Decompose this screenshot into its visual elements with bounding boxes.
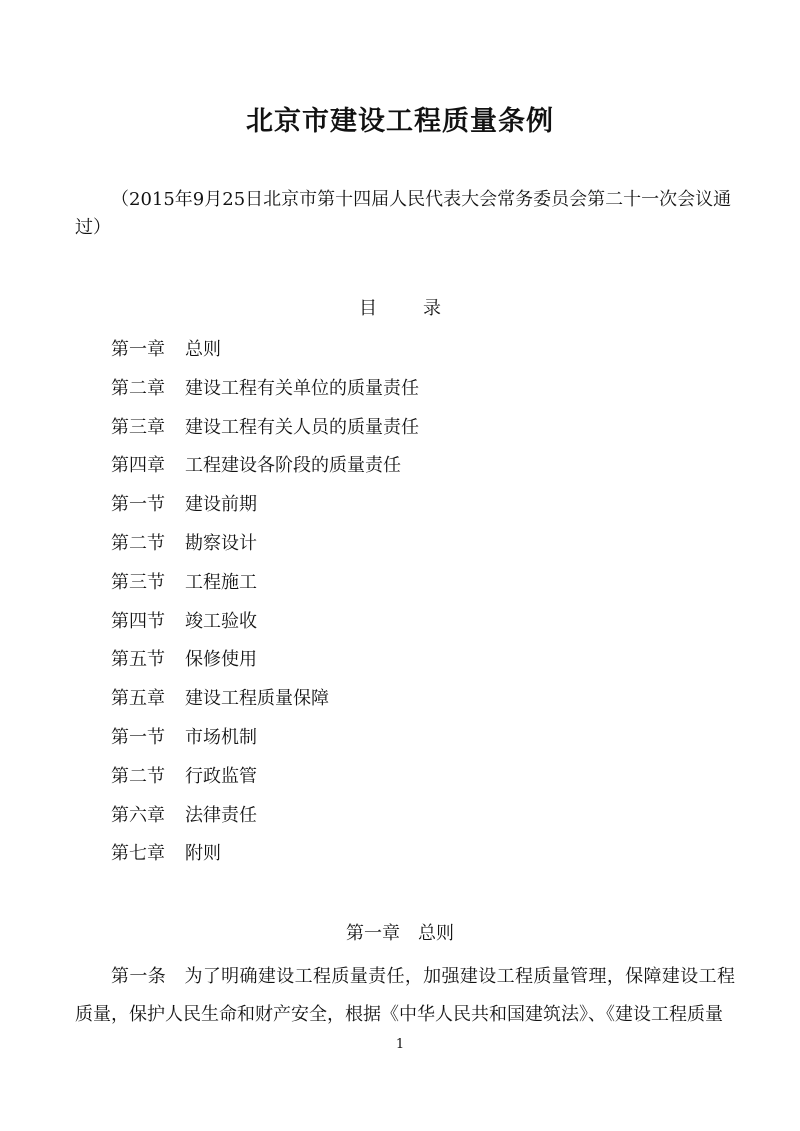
toc-item-label: 建设前期 bbox=[185, 494, 257, 516]
preamble: （2015年9月25日北京市第十四届人民代表大会常务委员会第二十一次会议通过） bbox=[75, 189, 732, 238]
toc-item-number: 第一节 bbox=[111, 726, 165, 748]
toc-item-section-4-2 bbox=[111, 530, 419, 569]
toc-item-section-4-5 bbox=[111, 646, 419, 685]
toc-item-number: 第五节 bbox=[111, 649, 165, 671]
toc-item-label: 工程建设各阶段的质量责任 bbox=[185, 455, 401, 477]
toc-heading bbox=[0, 295, 800, 323]
chapter-title: 总则 bbox=[418, 923, 454, 944]
toc-item-chapter-6 bbox=[111, 802, 419, 841]
toc-item-number: 第五章 bbox=[111, 688, 165, 710]
toc-item-chapter-5 bbox=[111, 685, 419, 724]
toc-item-number: 第七章 bbox=[111, 843, 165, 865]
toc-item-label: 建设工程有关人员的质量责任 bbox=[185, 416, 419, 438]
chapter-number: 第一章 bbox=[346, 923, 400, 944]
toc-item-label: 建设工程有关单位的质量责任 bbox=[185, 377, 419, 399]
chapter-heading bbox=[0, 920, 800, 948]
toc-heading-right: 录 bbox=[423, 298, 441, 319]
toc-item-chapter-2 bbox=[111, 375, 419, 414]
table-of-contents bbox=[111, 336, 419, 879]
toc-item-number: 第三章 bbox=[111, 416, 165, 438]
toc-item-number: 第一章 bbox=[111, 339, 165, 360]
page-title: 北京市建设工程质量条例 bbox=[246, 106, 554, 137]
article-text: 为了明确建设工程质量责任，加强建设工程质量管理，保障建设工程质量，保护人民生命和财产安全，根据《中华人民共和国建筑法》、《建设工程质量 bbox=[75, 966, 735, 1025]
toc-item-label: 总则 bbox=[185, 339, 221, 360]
toc-item-label: 工程施工 bbox=[185, 571, 257, 593]
toc-item-label: 保修使用 bbox=[185, 649, 257, 671]
toc-item-number: 第二章 bbox=[111, 377, 165, 399]
toc-item-section-4-3 bbox=[111, 569, 419, 608]
toc-item-label: 建设工程质量保障 bbox=[185, 688, 329, 710]
toc-item-number: 第二节 bbox=[111, 765, 165, 787]
toc-item-number: 第三节 bbox=[111, 571, 165, 593]
toc-item-label: 附则 bbox=[185, 843, 221, 865]
toc-item-label: 竣工验收 bbox=[185, 610, 257, 632]
toc-item-section-4-1 bbox=[111, 491, 419, 530]
toc-item-chapter-1 bbox=[111, 336, 419, 375]
toc-item-chapter-3 bbox=[111, 414, 419, 453]
toc-item-section-5-2 bbox=[111, 763, 419, 802]
toc-item-label: 行政监管 bbox=[185, 765, 257, 787]
page-number: 1 bbox=[395, 1037, 405, 1052]
toc-item-label: 市场机制 bbox=[185, 726, 257, 748]
toc-item-number: 第二节 bbox=[111, 532, 165, 554]
toc-item-chapter-4 bbox=[111, 452, 419, 491]
toc-item-number: 第四章 bbox=[111, 455, 165, 477]
toc-item-section-4-4 bbox=[111, 608, 419, 647]
toc-item-number: 第六章 bbox=[111, 804, 165, 826]
toc-item-section-5-1 bbox=[111, 724, 419, 763]
article-number: 第一条 bbox=[111, 966, 167, 987]
toc-item-number: 第四节 bbox=[111, 610, 165, 632]
article-paragraph bbox=[75, 958, 735, 1034]
toc-item-number: 第一节 bbox=[111, 494, 165, 516]
toc-heading-left: 目 bbox=[359, 298, 377, 319]
toc-item-label: 勘察设计 bbox=[185, 532, 257, 554]
toc-item-label: 法律责任 bbox=[185, 804, 257, 826]
toc-item-chapter-7 bbox=[111, 840, 419, 879]
